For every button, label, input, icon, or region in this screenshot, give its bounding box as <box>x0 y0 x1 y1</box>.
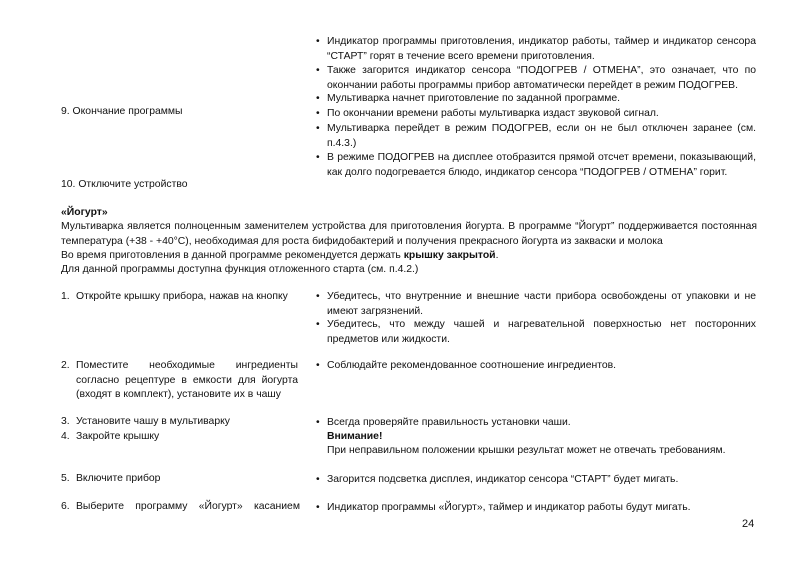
bullet-icon: • <box>316 65 320 76</box>
bullet-icon: • <box>316 291 320 302</box>
step-number: 5. <box>61 473 70 484</box>
step-10: 10. Отключите устройство <box>61 179 188 190</box>
step-text: Поместите необходимые ингредиенты согласно рецептуре в емкости для йогурта (входят в комплект), установите их в чашу <box>76 360 298 401</box>
list-item: • В режиме ПОДОГРЕВ на дисплее отобразится прямой отсчет времени, показывающий, как долго подогревается блюдо, индикатор сенсора “ПОДОГРЕВ / ОТМЕНА” горит. <box>316 152 756 178</box>
attention-text: При неправильном положении крышки результат может не отвечать требованиям. <box>327 445 726 456</box>
page-number: 24 <box>742 518 755 530</box>
bullet-icon: • <box>316 93 320 104</box>
step-text: Включите прибор <box>76 473 161 484</box>
list-item: • Убедитесь, что между чашей и нагревательной поверхностью нет посторонних предметов или жидкости. <box>316 319 756 345</box>
list-item: • По окончании времени работы мультиварка издаст звуковой сигнал. <box>316 107 756 122</box>
step-number: 6. <box>61 501 70 512</box>
bullet-icon: • <box>316 474 320 485</box>
step-number: 2. <box>61 360 70 371</box>
list-item: • Мультиварка перейдет в режим ПОДОГРЕВ, если он не был отключен заранее (см. п.4.3.) <box>316 123 756 149</box>
step-text: Закройте крышку <box>76 431 160 442</box>
list-item: • Загорится подсветка дисплея, индикатор сенсора “СТАРТ” будет мигать. <box>316 473 756 488</box>
intro-paragraph: Мультиварка является полноценным заменителем устройства для приготовления йогурта. В программе “Йогурт” поддерживается постоянная температура (+38 - +40°С), необходимая для роста бифидобактерий и получения прекрасного йогурта из закваски и молока <box>61 221 757 247</box>
bullet-icon: • <box>316 502 320 513</box>
intro-delay-note: Для данной программы доступна функция отложенного старта (см. п.4.2.) <box>61 264 419 275</box>
step-number: 3. <box>61 416 70 427</box>
bullet-icon: • <box>316 36 320 47</box>
list-item: • Мультиварка начнет приготовление по заданной программе. <box>316 92 756 107</box>
list-item: • Индикатор программы «Йогурт», таймер и индикатор работы будут мигать. <box>316 501 756 516</box>
step-text: Откройте крышку прибора, нажав на кнопку <box>76 291 288 302</box>
bullet-icon: • <box>316 108 320 119</box>
list-item: • Всегда проверяйте правильность установки чаши. <box>316 416 756 431</box>
step-text: Выберите программу «Йогурт» касанием <box>76 501 300 512</box>
attention-label: Внимание! <box>327 431 383 442</box>
list-item: • Соблюдайте рекомендованное соотношение ингредиентов. <box>316 359 756 374</box>
step-text: Установите чашу в мультиварку <box>76 416 230 427</box>
lid-closed-emphasis: крышку закрытой <box>403 250 496 261</box>
list-item: • Также загорится индикатор сенсора “ПОДОГРЕВ / ОТМЕНА”, это означает, что по окончании работы программы прибор автоматически перейдет в режим ПОДОГРЕВ. <box>316 65 756 91</box>
step-number: 4. <box>61 431 70 442</box>
step-9: 9. Окончание программы <box>61 106 183 117</box>
section-heading: «Йогурт» <box>61 207 108 218</box>
bullet-icon: • <box>316 319 320 330</box>
bullet-icon: • <box>316 417 320 428</box>
bullet-icon: • <box>316 123 320 134</box>
list-item: • Индикатор программы приготовления, индикатор работы, таймер и индикатор сенсора “СТАРТ” горят в течение всего времени приготовления. <box>316 36 756 62</box>
bullet-icon: • <box>316 360 320 371</box>
intro-lid-note: Во время приготовления в данной программе рекомендуется держать крышку закрытой. <box>61 250 499 261</box>
step-number: 1. <box>61 291 70 302</box>
list-item: • Убедитесь, что внутренние и внешние части прибора освобождены от упаковки и не имеют загрязнений. <box>316 291 756 317</box>
bullet-icon: • <box>316 152 320 163</box>
